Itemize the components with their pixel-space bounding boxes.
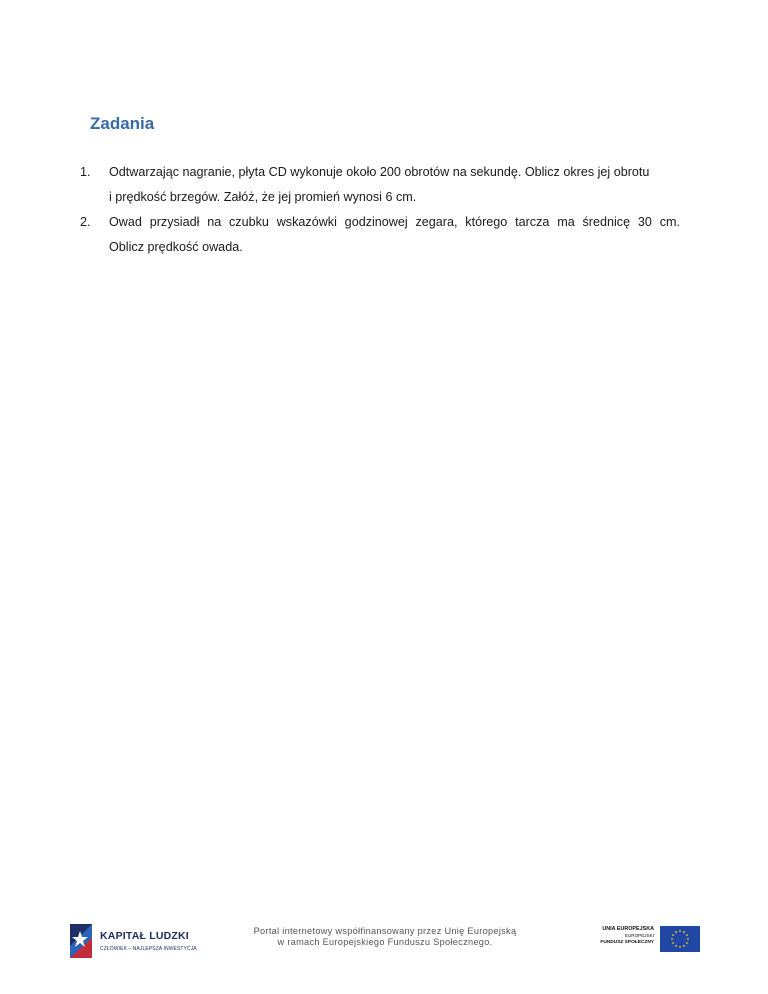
eu-star-icon [672,942,674,944]
kapital-ludzki-logo [66,918,206,962]
kapital-ludzki-title: KAPITAŁ LUDZKI [100,930,189,942]
kapital-ludzki-subtitle: CZŁOWIEK – NAJLEPSZA INWESTYCJA [100,946,197,952]
page-footer [0,910,768,970]
eu-star-icon [686,942,688,944]
eu-star-icon [683,945,685,947]
eu-star-icon [675,945,677,947]
eu-star-icon [686,934,688,936]
task-text-line: Owad przysiadł na czubku wskazówki godzinowej zegara, którego tarcza ma średnicę 30 cm. [109,215,680,229]
eu-star-icon [671,938,673,940]
task-item-2 [80,210,680,260]
eu-flag-icon [660,926,700,952]
eu-star-icon [675,931,677,933]
task-text-line: i prędkość brzegów. Załóż, że jej promień wynosi 6 cm. [109,190,417,204]
eu-logo-text [600,926,654,946]
task-list [80,160,680,260]
funding-note-line: w ramach Europejskiego Funduszu Społecznego. [277,937,493,947]
task-number: 1. [80,165,91,179]
task-text-line: Odtwarzając nagranie, płyta CD wykonuje około 200 obrotów na sekundę. Oblicz okres jej obrotu [109,165,650,179]
eu-logo-line: EUROPEJSKI [624,933,654,938]
eu-logo-line: UNIA EUROPEJSKA [602,926,654,932]
section-heading: Zadania [90,114,155,133]
eu-logo [588,926,700,952]
eu-star-icon [683,931,685,933]
funding-note [230,926,540,948]
eu-star-icon [672,934,674,936]
funding-note-line: Portal internetowy współfinansowany przez Unię Europejską [253,926,517,936]
task-number: 2. [80,215,91,229]
task-item-1 [80,160,680,210]
eu-logo-line: FUNDUSZ SPOŁECZNY [600,940,654,945]
eu-star-icon [687,938,689,940]
eu-star-icon [679,946,681,948]
eu-star-icon [679,930,681,932]
kapital-ludzki-emblem-icon [66,918,96,962]
task-text-line: Oblicz prędkość owada. [109,240,243,254]
